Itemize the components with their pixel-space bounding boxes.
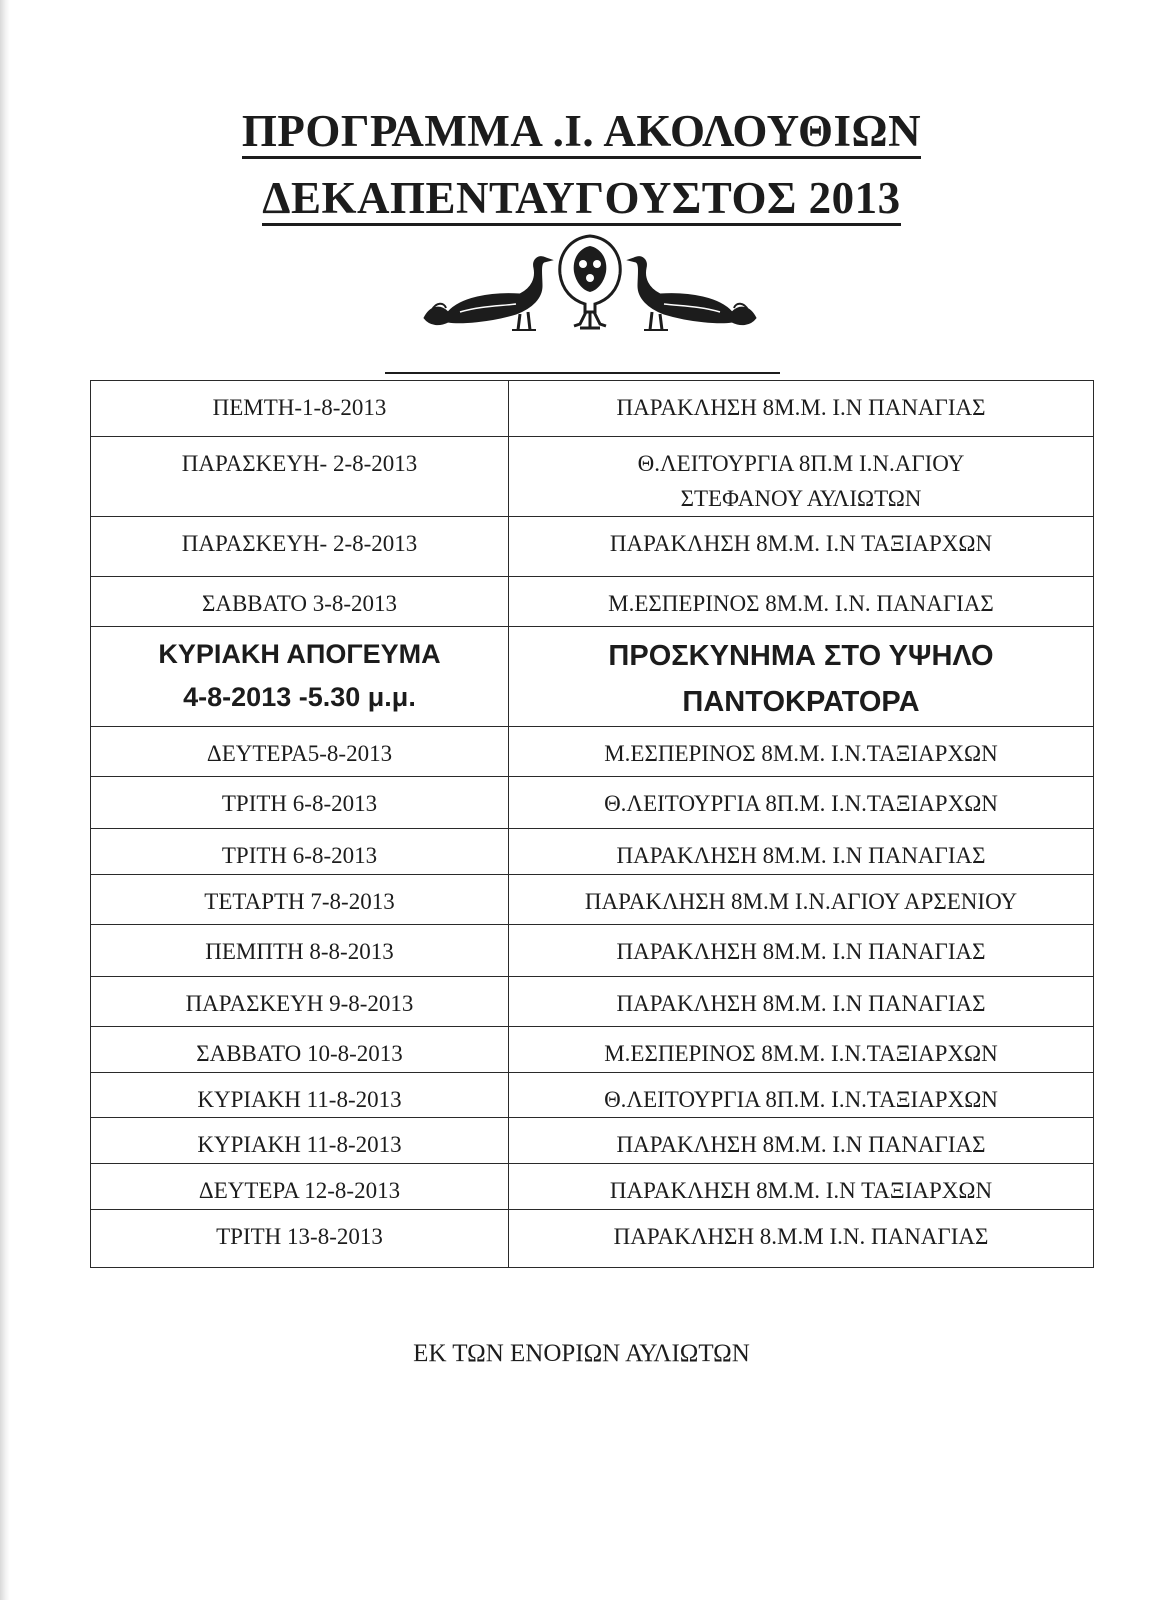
table-row: [91, 1072, 1094, 1118]
date-cell: ΚΥΡΙΑΚΗ 11-8-2013: [91, 1072, 509, 1118]
table-row: [91, 577, 1094, 627]
footer-signature: ΕΚ ΤΩΝ ΕΝΟΡΙΩΝ ΑΥΛΙΩΤΩΝ: [413, 1340, 750, 1367]
service-line: Θ.ΛΕΙΤΟΥΡΓΙΑ 8Π.Μ Ι.Ν.ΑΓΙΟΥ: [637, 451, 965, 476]
service-cell: Θ.ΛΕΙΤΟΥΡΓΙΑ 8Π.Μ. Ι.Ν.ΤΑΞΙΑΡΧΩΝ: [509, 1072, 1094, 1118]
date-cell: ΚΥΡΙΑΚΗ 11-8-2013: [91, 1118, 509, 1164]
date-line: 4-8-2013 -5.30 μ.μ.: [183, 682, 416, 713]
page-subtitle: ΔΕΚΑΠΕΝΤΑΥΓΟΥΣΤΟΣ 2013: [0, 172, 1163, 224]
table-row: [91, 776, 1094, 828]
service-cell: ΠΑΡΑΚΛΗΣΗ 8Μ.Μ. Ι.Ν ΠΑΝΑΓΙΑΣ: [509, 381, 1094, 437]
service-cell: ΠΑΡΑΚΛΗΣΗ 8.Μ.Μ Ι.Ν. ΠΑΝΑΓΙΑΣ: [509, 1209, 1094, 1267]
service-cell: Μ.ΕΣΠΕΡΙΝΟΣ 8Μ.Μ. Ι.Ν.ΤΑΞΙΑΡΧΩΝ: [509, 726, 1094, 776]
service-cell: ΠΑΡΑΚΛΗΣΗ 8Μ.Μ. Ι.Ν ΠΑΝΑΓΙΑΣ: [509, 924, 1094, 976]
service-cell: ΠΑΡΑΚΛΗΣΗ 8Μ.Μ. Ι.Ν ΠΑΝΑΓΙΑΣ: [509, 1118, 1094, 1164]
date-cell: [91, 627, 509, 727]
table-row: [91, 1163, 1094, 1209]
right-peacock-icon: [628, 257, 756, 330]
service-cell: ΠΑΡΑΚΛΗΣΗ 8Μ.Μ Ι.Ν.ΑΓΙΟΥ ΑΡΣΕΝΙΟΥ: [509, 874, 1094, 924]
service-cell: Θ.ΛΕΙΤΟΥΡΓΙΑ 8Π.Μ. Ι.Ν.ΤΑΞΙΑΡΧΩΝ: [509, 776, 1094, 828]
date-cell: ΠΑΡΑΣΚΕΥΗ 9-8-2013: [91, 976, 509, 1026]
table-row: [91, 517, 1094, 577]
service-cell: ΠΑΡΑΚΛΗΣΗ 8Μ.Μ. Ι.Ν ΤΑΞΙΑΡΧΩΝ: [509, 517, 1094, 577]
table-row: [91, 1209, 1094, 1267]
service-line: ΠΑΝΤΟΚΡΑΤΟΡΑ: [682, 686, 920, 719]
table-row: [91, 726, 1094, 776]
table-row: [91, 874, 1094, 924]
table-row: [91, 437, 1094, 517]
date-cell: ΤΡΙΤΗ 6-8-2013: [91, 828, 509, 874]
date-cell: ΤΡΙΤΗ 6-8-2013: [91, 776, 509, 828]
table-row: [91, 976, 1094, 1026]
date-cell: ΣΑΒΒΑΤΟ 10-8-2013: [91, 1026, 509, 1072]
date-cell: ΤΡΙΤΗ 13-8-2013: [91, 1209, 509, 1267]
date-cell: ΔΕΥΤΕΡΑ5-8-2013: [91, 726, 509, 776]
date-cell: ΤΕΤΑΡΤΗ 7-8-2013: [91, 874, 509, 924]
date-cell: ΠΕΜΠΤΗ 8-8-2013: [91, 924, 509, 976]
tree-of-life-icon: [560, 236, 620, 328]
left-peacock-icon: [424, 257, 552, 330]
service-cell: ΠΑΡΑΚΛΗΣΗ 8Μ.Μ. Ι.Ν ΠΑΝΑΓΙΑΣ: [509, 828, 1094, 874]
service-cell: ΠΑΡΑΚΛΗΣΗ 8Μ.Μ. Ι.Ν ΤΑΞΙΑΡΧΩΝ: [509, 1163, 1094, 1209]
service-line: ΠΡΟΣΚΥΝΗΜΑ ΣΤΟ ΥΨΗΛΟ: [608, 640, 994, 672]
page-title: ΠΡΟΓΡΑΜΜΑ .Ι. ΑΚΟΛΟΥΘΙΩΝ: [0, 105, 1163, 157]
ornament-divider: [385, 372, 780, 374]
date-cell: ΔΕΥΤΕΡΑ 12-8-2013: [91, 1163, 509, 1209]
table-row: [91, 1026, 1094, 1072]
table-row: [91, 381, 1094, 437]
date-cell: ΠΕΜΤΗ-1-8-2013: [91, 381, 509, 437]
schedule-table: [90, 380, 1094, 1268]
peacocks-tree-ornament-icon: [420, 232, 760, 342]
service-cell: [509, 437, 1094, 517]
service-cell: [509, 627, 1094, 727]
date-cell: ΠΑΡΑΣΚΕΥΗ- 2-8-2013: [91, 517, 509, 577]
service-cell: Μ.ΕΣΠΕΡΙΝΟΣ 8Μ.Μ. Ι.Ν.ΤΑΞΙΑΡΧΩΝ: [509, 1026, 1094, 1072]
date-line: ΚΥΡΙΑΚΗ ΑΠΟΓΕΥΜΑ: [158, 639, 441, 669]
date-cell: ΠΑΡΑΣΚΕΥΗ- 2-8-2013: [91, 437, 509, 517]
table-row: [91, 828, 1094, 874]
table-row-highlight: [91, 627, 1094, 727]
date-cell: ΣΑΒΒΑΤΟ 3-8-2013: [91, 577, 509, 627]
service-cell: Μ.ΕΣΠΕΡΙΝΟΣ 8Μ.Μ. Ι.Ν. ΠΑΝΑΓΙΑΣ: [509, 577, 1094, 627]
service-line: ΣΤΕΦΑΝΟΥ ΑΥΛΙΩΤΩΝ: [680, 485, 922, 511]
table-row: [91, 924, 1094, 976]
service-cell: ΠΑΡΑΚΛΗΣΗ 8Μ.Μ. Ι.Ν ΠΑΝΑΓΙΑΣ: [509, 976, 1094, 1026]
table-row: [91, 1118, 1094, 1164]
